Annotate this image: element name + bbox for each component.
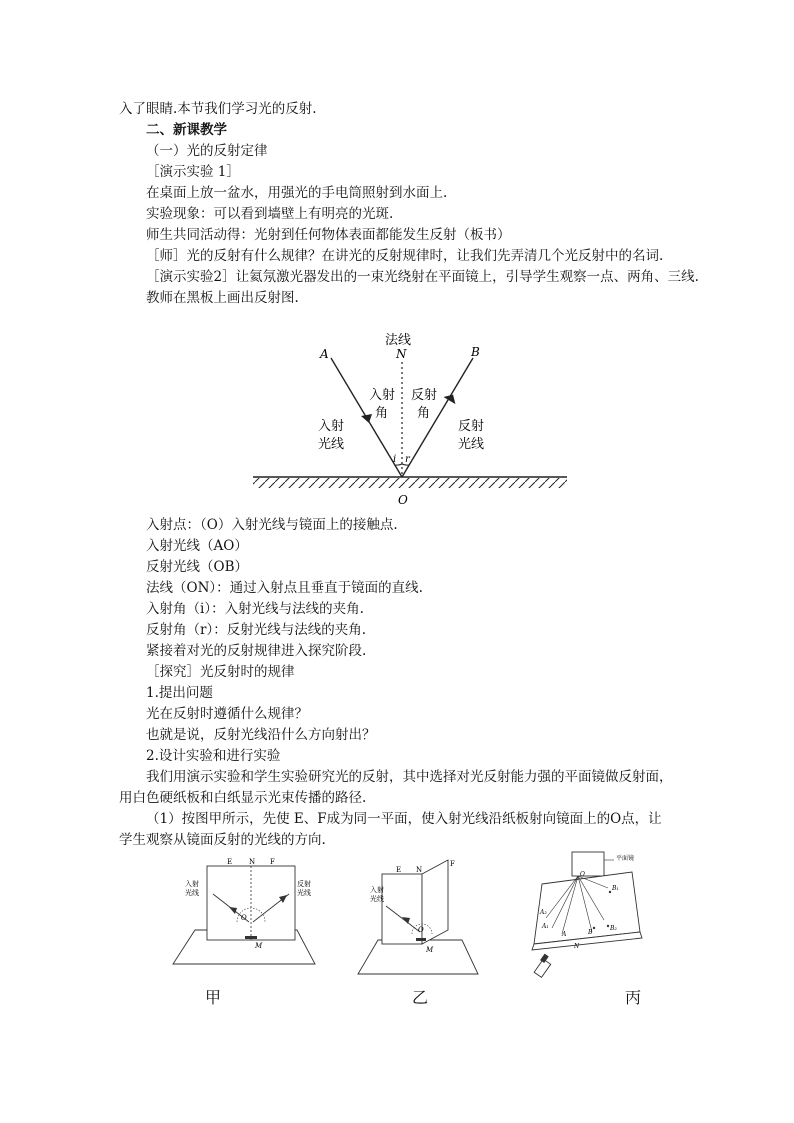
figure-yi bbox=[350, 852, 490, 980]
reflect-angle-label: 角 bbox=[417, 406, 431, 421]
label-r: r bbox=[405, 454, 410, 465]
reflected-arrow bbox=[443, 391, 459, 404]
text-line: ［演示实验2］让氦氖激光器发出的一束光绕射在平面镜上，引导学生观察一点、两角、三线. bbox=[146, 269, 699, 285]
text-line: ［演示实验 1］ bbox=[146, 164, 240, 180]
svg-text:反射: 反射 bbox=[297, 880, 311, 888]
text-line: 入射点：（O）入射光线与镜面上的接触点. bbox=[146, 517, 398, 533]
text-line: ［师］光的反射有什么规律？在讲光的反射规律时，让我们先弄清几个光反射中的名词. bbox=[146, 248, 664, 264]
svg-text:平面镜: 平面镜 bbox=[616, 855, 635, 862]
svg-text:O: O bbox=[418, 926, 424, 934]
text-line: 法线（ON）：通过入射点且垂直于镜面的直线. bbox=[146, 580, 423, 596]
text-line: 1.提出问题 bbox=[146, 685, 213, 701]
label-E: E bbox=[227, 858, 233, 866]
svg-text:A₁: A₁ bbox=[542, 923, 549, 930]
text-line: 入了眼睛.本节我们学习光的反射. bbox=[119, 101, 317, 117]
svg-text:B: B bbox=[588, 929, 593, 936]
incident-ray-label: 光线 bbox=[318, 437, 345, 452]
figure-caption-bing: 丙 bbox=[625, 988, 642, 1007]
reflected-ray bbox=[402, 358, 473, 477]
normal-label: 法线 bbox=[385, 333, 412, 348]
section-heading: 二、新课教学 bbox=[146, 122, 227, 138]
svg-text:B₁: B₁ bbox=[612, 885, 619, 892]
svg-text:入射: 入射 bbox=[185, 880, 199, 888]
text-line: 反射角（r）：反射光线与法线的夹角. bbox=[146, 622, 366, 638]
label-i: i bbox=[393, 454, 397, 465]
text-line: 师生共同活动得：光射到任何物体表面都能发生反射（板书） bbox=[146, 227, 511, 243]
figure-caption-jia: 甲 bbox=[205, 988, 222, 1007]
label-A: A bbox=[320, 347, 329, 361]
svg-text:N: N bbox=[416, 866, 423, 874]
text-line: 入射角（i）：入射光线与法线的夹角. bbox=[146, 601, 364, 617]
svg-text:光线: 光线 bbox=[185, 889, 199, 897]
text-line: 光在反射时遵循什么规律？ bbox=[146, 706, 308, 722]
text-line: 教师在黑板上画出反射图. bbox=[146, 290, 299, 306]
text-line: 入射光线（AO） bbox=[146, 538, 248, 554]
label-O: O bbox=[241, 914, 247, 922]
incident-ray-label: 入射 bbox=[318, 419, 345, 434]
reflect-ray-label: 反射 bbox=[458, 419, 485, 434]
reflect-ray-label: 光线 bbox=[458, 437, 485, 452]
svg-text:O: O bbox=[580, 871, 585, 878]
text-line: 实验现象：可以看到墙壁上有明亮的光斑. bbox=[146, 206, 394, 222]
figure-bing bbox=[512, 848, 672, 988]
text-line: 2.设计实验和进行实验 bbox=[146, 748, 281, 764]
incident-angle-label: 入射 bbox=[369, 388, 396, 403]
reflection-diagram bbox=[245, 322, 575, 512]
text-line: 我们用演示实验和学生实验研究光的反射，其中选择对光反射能力强的平面镜做反射面， bbox=[146, 769, 673, 785]
svg-text:B₂: B₂ bbox=[610, 925, 617, 932]
subsection-heading: （一）光的反射定律 bbox=[146, 143, 268, 159]
text-line: 紧接着对光的反射规律进入探究阶段. bbox=[146, 643, 367, 659]
mirror-hatching bbox=[253, 478, 567, 488]
label-B: B bbox=[471, 345, 480, 359]
svg-text:M: M bbox=[426, 946, 434, 954]
text-line: 也就是说，反射光线沿什么方向射出？ bbox=[146, 727, 376, 743]
svg-text:N: N bbox=[574, 943, 580, 950]
figure-caption-yi: 乙 bbox=[412, 988, 429, 1007]
incident-angle-label: 角 bbox=[375, 406, 389, 421]
text-line: （1）按图甲所示，先使 E、F成为同一平面，使入射光线沿纸板射向镜面上的O点，让 bbox=[146, 811, 662, 827]
svg-text:入射: 入射 bbox=[370, 886, 384, 894]
reflect-angle-label: 反射 bbox=[411, 388, 438, 403]
svg-text:A₂: A₂ bbox=[540, 909, 547, 916]
svg-text:E: E bbox=[396, 866, 402, 874]
label-N: N bbox=[249, 858, 256, 866]
text-line: 在桌面上放一盆水，用强光的手电筒照射到水面上. bbox=[146, 185, 448, 201]
label-F: F bbox=[270, 858, 275, 866]
text-line: 用白色硬纸板和白纸显示光束传播的路径. bbox=[119, 790, 367, 806]
label-O: O bbox=[398, 493, 408, 507]
svg-text:A: A bbox=[562, 931, 567, 938]
figure-jia bbox=[165, 852, 335, 972]
svg-text:光线: 光线 bbox=[297, 889, 311, 897]
label-M: M bbox=[255, 942, 263, 950]
text-line: ［探究］光反射时的规律 bbox=[146, 664, 295, 680]
incident-arrow bbox=[361, 414, 372, 423]
label-N: N bbox=[396, 347, 407, 361]
text-line: 反射光线（OB） bbox=[146, 559, 248, 575]
svg-text:F: F bbox=[450, 860, 455, 868]
svg-text:光线: 光线 bbox=[370, 895, 384, 903]
text-line: 学生观察从镜面反射的光线的方向. bbox=[119, 832, 326, 848]
